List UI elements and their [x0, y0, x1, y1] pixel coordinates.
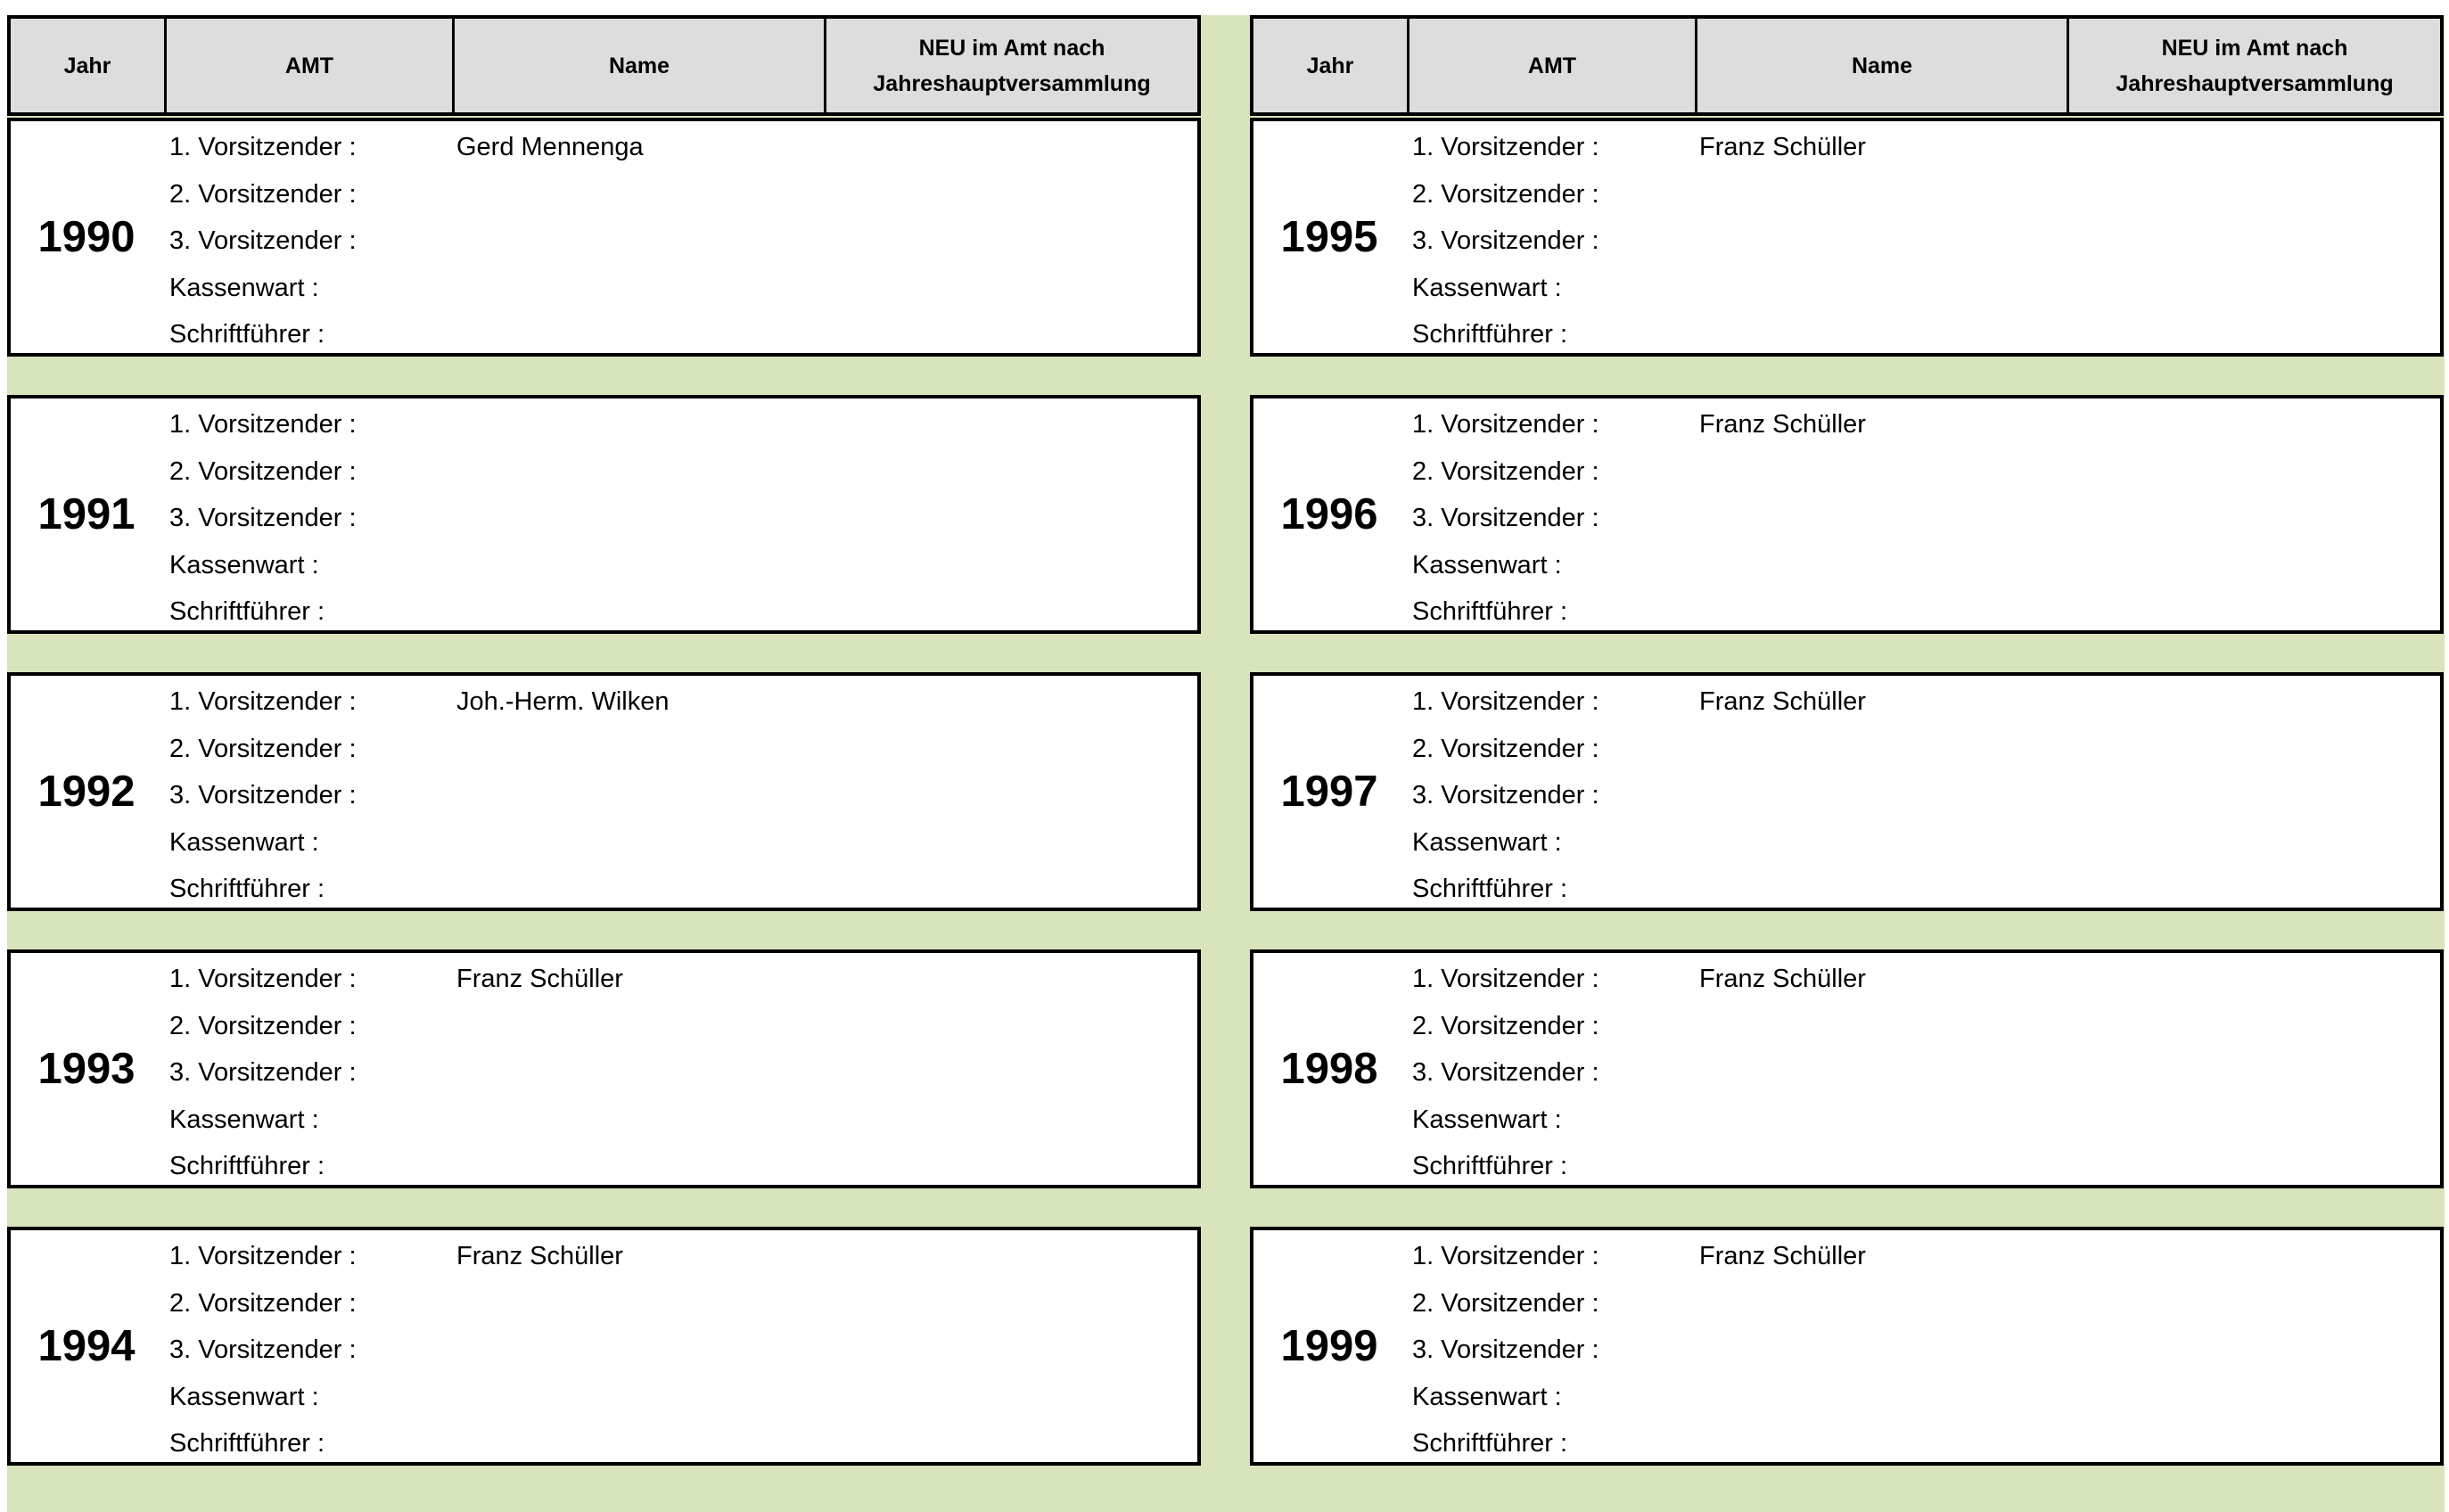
office-row [11, 265, 1197, 311]
office-label: 3. Vorsitzender : [1412, 1058, 1599, 1087]
year-block [7, 395, 1201, 634]
office-row [1253, 1143, 2440, 1189]
office-row [11, 1374, 1197, 1420]
office-label: 2. Vorsitzender : [1412, 179, 1599, 209]
office-row [11, 542, 1197, 588]
office-row [11, 1097, 1197, 1143]
office-label: 3. Vorsitzender : [1412, 781, 1599, 809]
office-label: Kassenwart : [1412, 273, 1562, 302]
office-row [1253, 448, 2440, 495]
office-row [1253, 1097, 2440, 1143]
office-label: 3. Vorsitzender : [169, 1335, 357, 1364]
year-label: 1999 [1280, 1322, 1378, 1370]
office-row [11, 866, 1197, 912]
office-row [11, 1003, 1197, 1049]
office-label: 1. Vorsitzender : [169, 133, 357, 161]
office-label: Schriftführer : [1412, 875, 1568, 903]
office-holder-name: Franz Schüller [1699, 410, 1866, 439]
office-label: Schriftführer : [169, 875, 325, 903]
office-row [1253, 866, 2440, 912]
office-label: 1. Vorsitzender : [1412, 410, 1599, 439]
office-row [11, 1049, 1197, 1096]
office-row [11, 726, 1197, 772]
year-label: 1997 [1280, 768, 1378, 816]
office-label: 1. Vorsitzender : [1412, 687, 1599, 716]
office-label: 1. Vorsitzender : [1412, 1242, 1599, 1270]
header-amt: AMT [1409, 19, 1697, 112]
office-label: 1. Vorsitzender : [169, 965, 357, 993]
office-row [1253, 171, 2440, 218]
header-neu [826, 19, 1197, 112]
office-row [1253, 726, 2440, 772]
office-holder-name: Franz Schüller [1699, 965, 1866, 993]
office-label: 2. Vorsitzender : [169, 179, 357, 209]
office-label: Kassenwart : [1412, 1382, 1562, 1411]
office-row [1253, 1374, 2440, 1420]
year-label: 1991 [37, 490, 136, 538]
office-label: 2. Vorsitzender : [169, 456, 357, 486]
office-label: Schriftführer : [169, 597, 325, 626]
office-label: 3. Vorsitzender : [169, 1058, 357, 1087]
office-label: Kassenwart : [169, 1382, 319, 1411]
year-block [1250, 949, 2444, 1188]
office-row [11, 819, 1197, 866]
office-row [11, 1420, 1197, 1467]
office-label: 2. Vorsitzender : [169, 1011, 357, 1040]
office-holder-name: Franz Schüller [1699, 133, 1866, 161]
office-row [1253, 265, 2440, 311]
office-label: Schriftführer : [1412, 1152, 1568, 1180]
office-row [1253, 124, 2440, 170]
year-label: 1990 [37, 213, 136, 261]
office-label: 3. Vorsitzender : [1412, 1335, 1599, 1364]
office-row [1253, 1420, 2440, 1467]
office-label: 3. Vorsitzender : [169, 226, 357, 255]
header-jahr: Jahr [1253, 19, 1409, 112]
office-label: Kassenwart : [169, 827, 319, 857]
office-row [11, 124, 1197, 170]
year-block [7, 118, 1201, 357]
office-row [11, 772, 1197, 818]
office-holder-name: Joh.-Herm. Wilken [456, 687, 670, 716]
office-row [1253, 588, 2440, 635]
office-label: 2. Vorsitzender : [169, 734, 357, 763]
year-label: 1998 [1280, 1045, 1378, 1093]
header-name: Name [455, 19, 826, 112]
header-name: Name [1697, 19, 2069, 112]
office-label: 1. Vorsitzender : [169, 1242, 357, 1270]
year-label: 1994 [37, 1322, 136, 1370]
office-row [1253, 1280, 2440, 1327]
office-label: 3. Vorsitzender : [1412, 226, 1599, 255]
office-label: 2. Vorsitzender : [1412, 1288, 1599, 1318]
office-label: 3. Vorsitzender : [169, 504, 357, 532]
office-row [11, 678, 1197, 725]
office-row [1253, 678, 2440, 725]
office-label: Kassenwart : [169, 273, 319, 302]
office-row [11, 1233, 1197, 1279]
office-label: 1. Vorsitzender : [169, 410, 357, 439]
office-label: Kassenwart : [169, 550, 319, 579]
year-label: 1993 [37, 1045, 136, 1093]
office-row [11, 401, 1197, 448]
office-row [11, 956, 1197, 1002]
year-block [1250, 672, 2444, 911]
office-holder-name: Franz Schüller [456, 1242, 623, 1270]
office-row [1253, 495, 2440, 541]
office-label: Schriftführer : [1412, 597, 1568, 626]
office-row [11, 495, 1197, 541]
year-label: 1992 [37, 768, 136, 816]
office-row [11, 171, 1197, 218]
table-header [1250, 15, 2444, 116]
office-row [11, 1280, 1197, 1327]
office-holder-name: Gerd Mennenga [456, 133, 644, 161]
office-row [1253, 1049, 2440, 1096]
office-holder-name: Franz Schüller [1699, 1242, 1866, 1270]
header-amt: AMT [167, 19, 455, 112]
office-row [1253, 1003, 2440, 1049]
office-row [1253, 1233, 2440, 1279]
office-row [1253, 542, 2440, 588]
office-label: Schriftführer : [169, 320, 325, 349]
office-row [11, 448, 1197, 495]
header-jahr: Jahr [11, 19, 167, 112]
office-row [11, 311, 1197, 357]
office-label: Schriftführer : [1412, 1429, 1568, 1458]
year-block [1250, 395, 2444, 634]
office-label: Kassenwart : [1412, 827, 1562, 857]
office-row [1253, 819, 2440, 866]
office-row [11, 218, 1197, 264]
office-label: 3. Vorsitzender : [169, 781, 357, 809]
office-label: Schriftführer : [169, 1152, 325, 1180]
office-label: Schriftführer : [169, 1429, 325, 1458]
office-label: 1. Vorsitzender : [1412, 965, 1599, 993]
office-label: 2. Vorsitzender : [1412, 1011, 1599, 1040]
office-label: 2. Vorsitzender : [1412, 456, 1599, 486]
office-label: 1. Vorsitzender : [1412, 133, 1599, 161]
office-label: Kassenwart : [169, 1105, 319, 1134]
year-block [1250, 1227, 2444, 1466]
office-row [1253, 772, 2440, 818]
office-label: Kassenwart : [1412, 1105, 1562, 1134]
year-label: 1995 [1280, 213, 1378, 261]
office-row [1253, 956, 2440, 1002]
year-block [1250, 118, 2444, 357]
year-block [7, 1227, 1201, 1466]
office-row [1253, 1327, 2440, 1373]
office-holder-name: Franz Schüller [456, 965, 623, 993]
office-holder-name: Franz Schüller [1699, 687, 1866, 716]
office-row [1253, 311, 2440, 357]
office-label: 2. Vorsitzender : [169, 1288, 357, 1318]
office-label: Schriftführer : [1412, 320, 1568, 349]
office-label: 1. Vorsitzender : [169, 687, 357, 716]
header-neu-line1: NEU im Amt nach [2161, 35, 2348, 61]
office-row [11, 588, 1197, 635]
header-neu-line2: Jahreshauptversammlung [2116, 70, 2394, 96]
office-label: 2. Vorsitzender : [1412, 734, 1599, 763]
header-neu-line2: Jahreshauptversammlung [873, 70, 1151, 96]
office-row [11, 1143, 1197, 1189]
year-block [7, 949, 1201, 1188]
header-neu [2069, 19, 2440, 112]
year-block [7, 672, 1201, 911]
board-table [7, 15, 2445, 1512]
office-row [1253, 401, 2440, 448]
table-header [7, 15, 1201, 116]
office-label: 3. Vorsitzender : [1412, 504, 1599, 532]
header-neu-line1: NEU im Amt nach [918, 35, 1105, 61]
office-label: Kassenwart : [1412, 550, 1562, 579]
office-row [1253, 218, 2440, 264]
office-row [11, 1327, 1197, 1373]
year-label: 1996 [1280, 490, 1378, 538]
